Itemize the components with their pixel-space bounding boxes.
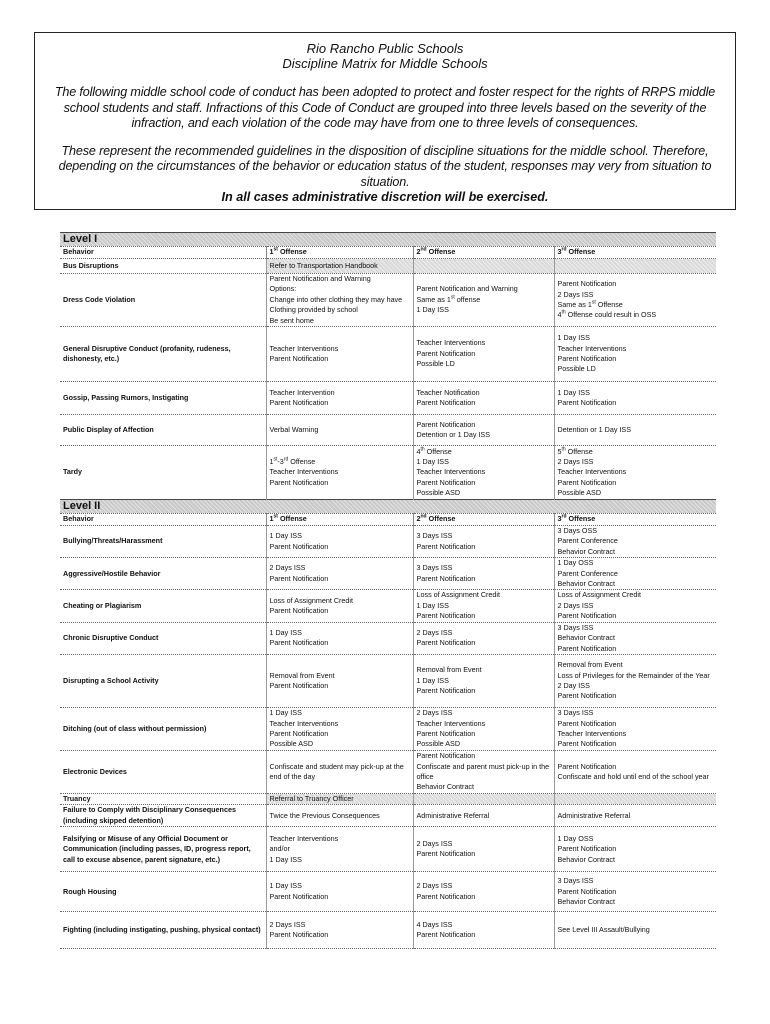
consequence-third: 3 Days ISS Parent Notification Behavior Contract: [554, 872, 716, 912]
consequence-first: 1 Day ISS Parent Notification: [266, 872, 413, 912]
consequence-first: Confiscate and student may pick-up at the end of the day: [266, 750, 413, 793]
consequence-third: Removal from Event Loss of Privileges for the Remainder of the Year 2 Day ISS Parent Notification: [554, 654, 716, 707]
consequence-first: 1 Day ISS Parent Notification: [266, 526, 413, 558]
discretion-statement: In all cases administrative discretion will be exercised.: [221, 190, 549, 204]
column-header-first: 1st Offense: [266, 247, 413, 259]
column-header-second: 2nd Offense: [413, 514, 554, 526]
consequence-second: Parent Notification Confiscate and parent must pick-up in the office Behavior Contract: [413, 750, 554, 793]
consequence-first: Parent Notification and Warning Options: Change into other clothing they may have Clothing provided by school Be sent home: [266, 274, 413, 327]
behavior-cell: Bus Disruptions: [60, 259, 266, 274]
behavior-cell: Dress Code Violation: [60, 274, 266, 327]
consequence-second: 4th Offense 1 Day ISS Teacher Interventions Parent Notification Possible ASD: [413, 446, 554, 500]
consequence-third: Parent Notification Confiscate and hold until end of the school year: [554, 750, 716, 793]
consequence-second: 3 Days ISS Parent Notification: [413, 558, 554, 590]
consequence-second: Teacher Notification Parent Notification: [413, 382, 554, 415]
document-title: Rio Rancho Public Schools: [306, 41, 464, 56]
consequence-first: Refer to Transportation Handbook: [266, 259, 413, 274]
consequence-second: 4 Days ISS Parent Notification: [413, 912, 554, 949]
table-row: [60, 415, 716, 446]
consequence-third: See Level III Assault/Bullying: [554, 912, 716, 949]
intro-paragraph: The following middle school code of conduct has been adopted to protect and foster respect for the rights of RRPS middle school students and staff. Infractions of this Code of Conduct are grouped into three levels based on the severity of the infraction, and each violation of the code may have from one to three levels of consequences.: [54, 85, 716, 130]
consequence-first: 1 Day ISS Parent Notification: [266, 622, 413, 654]
consequence-third: Parent Notification 2 Days ISS Same as 1st Offense 4th Offense could result in OSS: [554, 274, 716, 327]
consequence-third: Administrative Referral: [554, 805, 716, 827]
behavior-cell: Tardy: [60, 446, 266, 500]
consequence-first: Loss of Assignment Credit Parent Notification: [266, 590, 413, 622]
consequence-third: [554, 793, 716, 804]
table-row: [60, 827, 716, 872]
behavior-cell: Disrupting a School Activity: [60, 654, 266, 707]
consequence-second: Teacher Interventions Parent Notification Possible LD: [413, 327, 554, 382]
behavior-cell: Aggressive/Hostile Behavior: [60, 558, 266, 590]
consequence-second: 3 Days ISS Parent Notification: [413, 526, 554, 558]
table-row: [60, 750, 716, 793]
consequence-first: Teacher Interventions Parent Notification: [266, 327, 413, 382]
behavior-cell: Public Display of Affection: [60, 415, 266, 446]
behavior-cell: Falsifying or Misuse of any Official Document or Communication (including passes, ID, progress report, call to excuse absence, parent signature, etc.): [60, 827, 266, 872]
table-row: [60, 707, 716, 750]
consequence-third: 1 Day ISS Teacher Interventions Parent Notification Possible LD: [554, 327, 716, 382]
consequence-third: Loss of Assignment Credit 2 Days ISS Parent Notification: [554, 590, 716, 622]
consequence-second: Administrative Referral: [413, 805, 554, 827]
behavior-cell: Bullying/Threats/Harassment: [60, 526, 266, 558]
consequence-first: Teacher Interventions and/or 1 Day ISS: [266, 827, 413, 872]
header-box: [34, 32, 736, 210]
consequence-second: [413, 793, 554, 804]
table-row: [60, 912, 716, 949]
consequence-second: Loss of Assignment Credit 1 Day ISS Parent Notification: [413, 590, 554, 622]
column-header-third: 3rd Offense: [554, 514, 716, 526]
consequence-third: 1 Day OSS Parent Conference Behavior Contract: [554, 558, 716, 590]
consequence-first: Removal from Event Parent Notification: [266, 654, 413, 707]
behavior-cell: General Disruptive Conduct (profanity, rudeness, dishonesty, etc.): [60, 327, 266, 382]
consequence-third: 3 Days ISS Parent Notification Teacher Interventions Parent Notification: [554, 707, 716, 750]
column-header-first: 1st Offense: [266, 514, 413, 526]
behavior-cell: Fighting (including instigating, pushing, physical contact): [60, 912, 266, 949]
consequence-third: 1 Day ISS Parent Notification: [554, 382, 716, 415]
column-header-second: 2nd Offense: [413, 247, 554, 259]
guidelines-paragraph: These represent the recommended guidelines in the disposition of discipline situations for the middle school. Therefore, depending on the circumstances of the behavior or education status of the student, responses may very from situation to situation.: [58, 143, 712, 189]
consequence-first: Twice the Previous Consequences: [266, 805, 413, 827]
consequence-first: 2 Days ISS Parent Notification: [266, 912, 413, 949]
consequence-first: Teacher Intervention Parent Notification: [266, 382, 413, 415]
table-row: [60, 654, 716, 707]
document-subtitle: Discipline Matrix for Middle Schools: [282, 56, 488, 71]
consequence-first: 1 Day ISS Teacher Interventions Parent Notification Possible ASD: [266, 707, 413, 750]
table-row: [60, 590, 716, 622]
consequence-third: 3 Days OSS Parent Conference Behavior Contract: [554, 526, 716, 558]
consequence-third: 5th Offense 2 Days ISS Teacher Interventions Parent Notification Possible ASD: [554, 446, 716, 500]
consequence-first: Referral to Truancy Officer: [266, 793, 413, 804]
level-heading: Level II: [60, 500, 716, 514]
consequence-second: Parent Notification Detention or 1 Day ISS: [413, 415, 554, 446]
column-header-third: 3rd Offense: [554, 247, 716, 259]
consequence-third: Detention or 1 Day ISS: [554, 415, 716, 446]
behavior-cell: Chronic Disruptive Conduct: [60, 622, 266, 654]
consequence-second: 2 Days ISS Parent Notification: [413, 622, 554, 654]
table-row: [60, 382, 716, 415]
column-header-behavior: Behavior: [60, 514, 266, 526]
table-row: [60, 622, 716, 654]
behavior-cell: Cheating or Plagiarism: [60, 590, 266, 622]
consequence-second: Removal from Event 1 Day ISS Parent Notification: [413, 654, 554, 707]
behavior-cell: Ditching (out of class without permission): [60, 707, 266, 750]
level-heading: Level I: [60, 233, 716, 247]
discipline-matrix-table: [60, 232, 716, 949]
table-row: [60, 526, 716, 558]
consequence-first: 2 Days ISS Parent Notification: [266, 558, 413, 590]
behavior-cell: Truancy: [60, 793, 266, 804]
consequence-first: 1st-3rd Offense Teacher Interventions Parent Notification: [266, 446, 413, 500]
behavior-cell: Failure to Comply with Disciplinary Consequences (including skipped detention): [60, 805, 266, 827]
table-row: [60, 446, 716, 500]
table-row: [60, 259, 716, 274]
table-row: [60, 274, 716, 327]
behavior-cell: Electronic Devices: [60, 750, 266, 793]
consequence-third: 1 Day OSS Parent Notification Behavior Contract: [554, 827, 716, 872]
consequence-first: Verbal Warning: [266, 415, 413, 446]
consequence-second: Parent Notification and Warning Same as 1st offense 1 Day ISS: [413, 274, 554, 327]
consequence-second: 2 Days ISS Parent Notification: [413, 872, 554, 912]
behavior-cell: Rough Housing: [60, 872, 266, 912]
consequence-second: [413, 259, 554, 274]
consequence-third: [554, 259, 716, 274]
column-header-behavior: Behavior: [60, 247, 266, 259]
table-row: [60, 793, 716, 804]
consequence-third: 3 Days ISS Behavior Contract Parent Notification: [554, 622, 716, 654]
table-row: [60, 558, 716, 590]
behavior-cell: Gossip, Passing Rumors, Instigating: [60, 382, 266, 415]
consequence-second: 2 Days ISS Parent Notification: [413, 827, 554, 872]
table-row: [60, 805, 716, 827]
table-row: [60, 872, 716, 912]
consequence-second: 2 Days ISS Teacher Interventions Parent Notification Possible ASD: [413, 707, 554, 750]
table-row: [60, 327, 716, 382]
